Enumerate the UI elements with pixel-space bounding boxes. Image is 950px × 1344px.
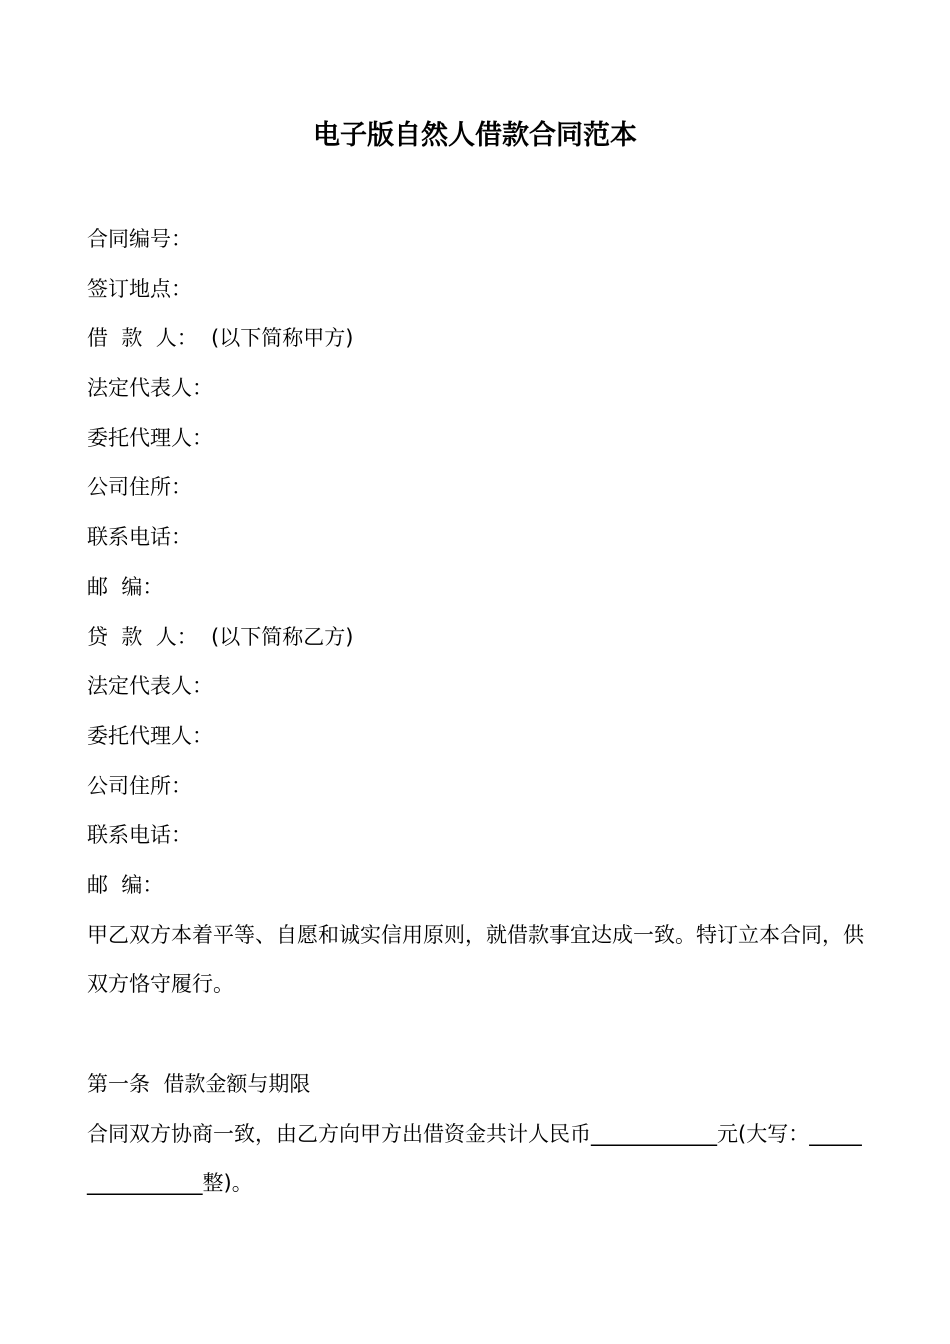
borrower-postcode-label: 邮 编： — [87, 574, 164, 599]
field-borrower-address: 公司住所： — [87, 475, 192, 500]
field-lender-phone: 联系电话： — [87, 823, 192, 848]
lender-label: 贷 款 人： (以下简称乙方) — [87, 624, 354, 649]
field-lender — [87, 613, 867, 663]
field-lender-address: 公司住所： — [87, 773, 192, 798]
field-lender-legal-rep: 法定代表人： — [87, 674, 213, 699]
field-borrower-postcode — [87, 563, 867, 613]
paragraph-gap — [87, 1010, 867, 1060]
field-contract-no: 合同编号： — [87, 227, 192, 251]
lender-postcode-label: 邮 编： — [87, 872, 164, 897]
field-borrower-agent: 委托代理人： — [87, 425, 213, 450]
field-borrower-phone: 联系电话： — [87, 525, 192, 550]
document-body — [87, 215, 867, 1209]
article1-body: 合同双方协商一致，由乙方向甲方出借资金共计人民币____________元(大写：________________整)。 — [87, 1121, 862, 1196]
field-lender-agent: 委托代理人： — [87, 723, 213, 748]
field-borrower — [87, 314, 867, 364]
borrower-label: 借 款 人： (以下简称甲方) — [87, 326, 354, 351]
article1-heading — [87, 1060, 867, 1110]
field-lender-postcode — [87, 861, 867, 911]
field-sign-place: 签订地点： — [87, 276, 192, 301]
preamble-paragraph: 甲乙双方本着平等、自愿和诚实信用原则，就借款事宜达成一致。特订立本合同，供双方恪守履行。 — [87, 922, 864, 997]
field-borrower-legal-rep: 法定代表人： — [87, 376, 213, 401]
article1-heading-text: 第一条 借款金额与期限 — [87, 1072, 311, 1097]
document-title: 电子版自然人借款合同范本 — [313, 120, 637, 151]
